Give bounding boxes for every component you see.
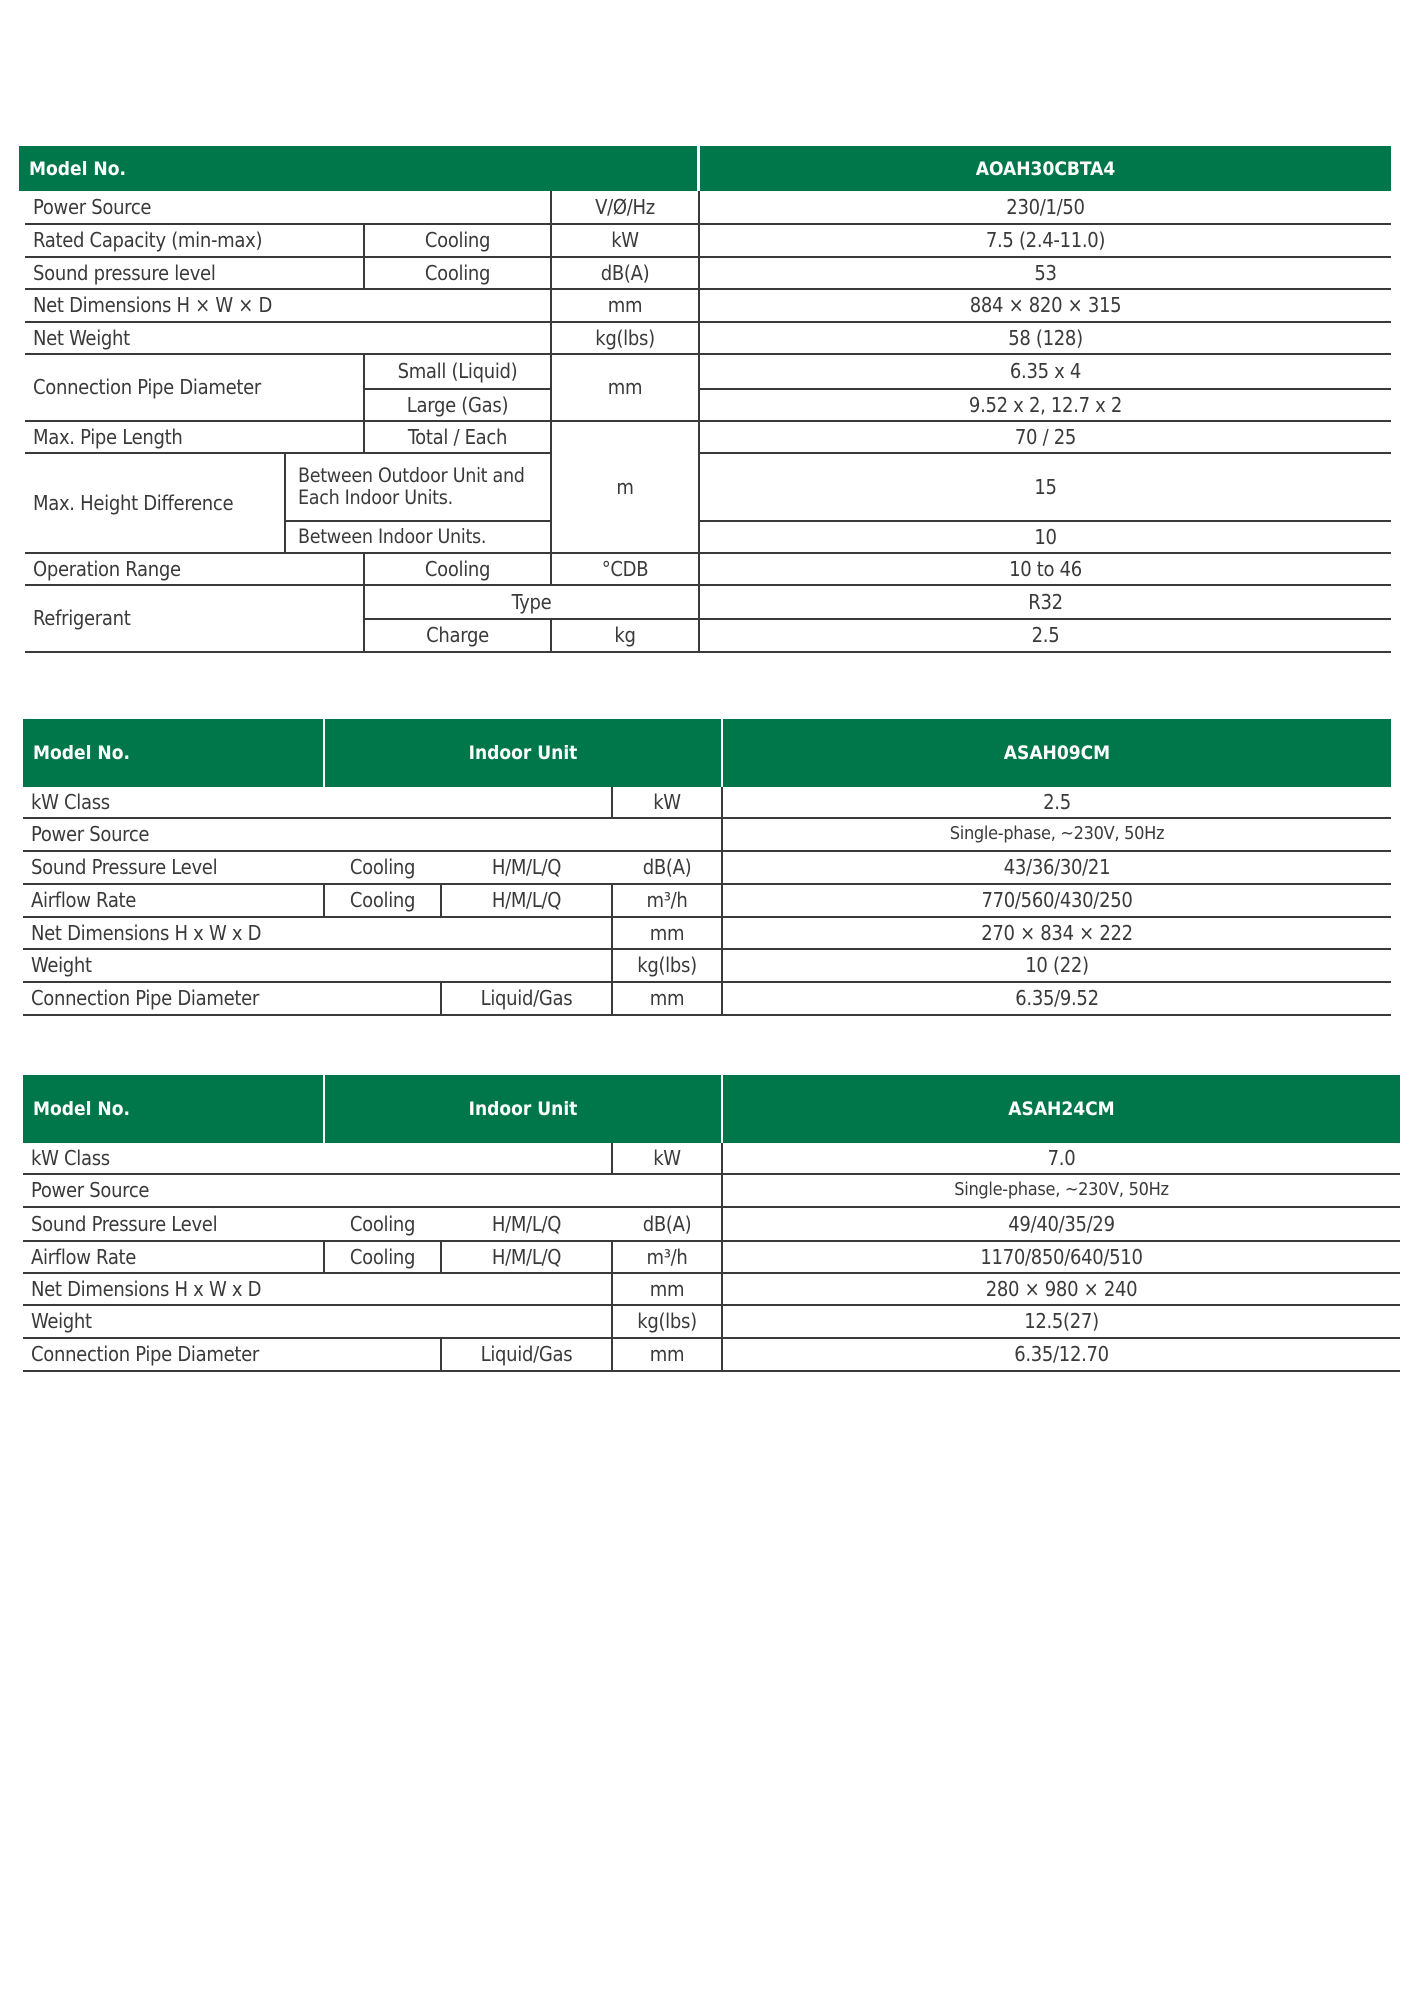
sub-liquid-gas: Liquid/Gas <box>480 986 573 1010</box>
unit-connection-pipe: mm <box>649 986 685 1010</box>
value-kw-class: 2.5 <box>1043 789 1071 814</box>
mode-sound-pressure: Cooling <box>349 1211 416 1236</box>
row-label-weight: Weight <box>31 953 92 977</box>
sub-between-indoor-units: Between Indoor Units. <box>298 524 487 548</box>
table-header-indoor-unit: Indoor Unit <box>325 719 721 787</box>
sub-large-gas: Large (Gas) <box>406 392 509 417</box>
row-label-kw-class: kW Class <box>31 789 110 814</box>
value-connection-pipe-small: 6.35 x 4 <box>1009 359 1082 383</box>
value-weight: 10 (22) <box>1025 953 1089 977</box>
mode-sound-pressure: Cooling <box>349 855 416 879</box>
speeds-sound-pressure: H/M/L/Q <box>491 1211 562 1236</box>
table-header-model-label: Model No. <box>23 1075 323 1143</box>
sub-refrigerant-type: Type <box>511 589 552 614</box>
unit-sound-pressure: dB(A) <box>642 855 692 879</box>
table-header-model-value: ASAH24CM <box>723 1075 1400 1143</box>
unit-power-source: V/Ø/Hz <box>595 194 655 219</box>
row-label-max-pipe-length: Max. Pipe Length <box>33 424 183 449</box>
unit-airflow: m³/h <box>646 888 688 912</box>
value-power-source: 230/1/50 <box>1006 194 1085 219</box>
sub-small-liquid: Small (Liquid) <box>397 359 518 383</box>
row-label-power-source: Power Source <box>33 194 152 219</box>
row-label-connection-pipe: Connection Pipe Diameter <box>33 375 261 399</box>
table-header-model-value: ASAH09CM <box>723 719 1391 787</box>
value-operation-range: 10 to 46 <box>1009 556 1082 581</box>
unit-max-pipe-height: m <box>616 474 634 499</box>
value-power-source: Single-phase, ~230V, 50Hz <box>949 823 1165 845</box>
unit-sound-pressure: dB(A) <box>642 1211 692 1236</box>
unit-sound-pressure: dB(A) <box>600 260 650 285</box>
mode-airflow: Cooling <box>349 888 416 912</box>
row-label-net-dimensions: Net Dimensions H x W x D <box>31 920 262 945</box>
value-height-indoor-indoor: 10 <box>1034 524 1057 549</box>
table-rule-horizontal <box>23 1370 1400 1372</box>
sub-between-outdoor-indoor: Between Outdoor Unit and Each Indoor Units. <box>298 463 525 509</box>
mode-operation-range: Cooling <box>424 556 491 581</box>
unit-connection-pipe: mm <box>607 375 643 399</box>
value-connection-pipe: 6.35/12.70 <box>1014 1342 1109 1366</box>
value-net-dimensions: 884 × 820 × 315 <box>969 293 1122 317</box>
row-label-net-dimensions: Net Dimensions H x W x D <box>31 1276 262 1301</box>
sub-refrigerant-charge: Charge <box>426 623 489 647</box>
value-power-source: Single-phase, ~230V, 50Hz <box>954 1179 1169 1201</box>
row-label-refrigerant: Refrigerant <box>33 606 131 630</box>
value-airflow: 1170/850/640/510 <box>980 1244 1143 1269</box>
value-connection-pipe-large: 9.52 x 2, 12.7 x 2 <box>968 392 1123 417</box>
value-net-dimensions: 280 × 980 × 240 <box>985 1276 1138 1301</box>
row-label-power-source: Power Source <box>31 822 150 846</box>
row-label-net-weight: Net Weight <box>33 325 130 350</box>
unit-kw-class: kW <box>653 1145 681 1170</box>
value-refrigerant-charge: 2.5 <box>1031 623 1060 647</box>
value-airflow: 770/560/430/250 <box>981 888 1133 912</box>
row-label-power-source: Power Source <box>31 1178 150 1202</box>
row-label-connection-pipe: Connection Pipe Diameter <box>31 1342 259 1366</box>
value-kw-class: 7.0 <box>1047 1145 1076 1170</box>
row-label-sound-pressure: Sound Pressure Level <box>31 855 218 879</box>
row-label-weight: Weight <box>31 1309 92 1333</box>
mode-sound-pressure: Cooling <box>424 260 491 285</box>
row-label-sound-pressure: Sound Pressure Level <box>31 1211 218 1236</box>
unit-weight: kg(lbs) <box>637 1309 697 1333</box>
table-header-model-value: AOAH30CBTA4 <box>700 146 1391 191</box>
speeds-airflow: H/M/L/Q <box>491 1244 562 1269</box>
value-sound-pressure: 49/40/35/29 <box>1008 1211 1115 1236</box>
unit-net-weight: kg(lbs) <box>595 325 655 350</box>
value-max-pipe-length: 70 / 25 <box>1014 424 1077 449</box>
unit-connection-pipe: mm <box>649 1342 685 1366</box>
row-label-net-dimensions: Net Dimensions H × W × D <box>33 293 273 317</box>
speeds-airflow: H/M/L/Q <box>491 888 562 912</box>
value-net-dimensions: 270 × 834 × 222 <box>981 920 1133 945</box>
row-label-operation-range: Operation Range <box>33 556 181 581</box>
value-height-outdoor-indoor: 15 <box>1034 474 1057 499</box>
row-label-rated-capacity: Rated Capacity (min-max) <box>33 228 263 252</box>
value-net-weight: 58 (128) <box>1008 325 1083 350</box>
value-sound-pressure: 53 <box>1034 260 1057 285</box>
sub-liquid-gas: Liquid/Gas <box>480 1342 573 1366</box>
row-label-airflow: Airflow Rate <box>31 888 137 912</box>
table-header-indoor-unit: Indoor Unit <box>325 1075 721 1143</box>
row-label-max-height-diff: Max. Height Difference <box>33 490 234 515</box>
table-header-model-label: Model No. <box>23 719 323 787</box>
unit-weight: kg(lbs) <box>637 953 697 977</box>
sub-total-each: Total / Each <box>407 424 508 449</box>
value-connection-pipe: 6.35/9.52 <box>1015 986 1099 1010</box>
table-rule-horizontal <box>25 651 1391 653</box>
value-weight: 12.5(27) <box>1024 1309 1099 1333</box>
unit-operation-range: °CDB <box>601 556 649 581</box>
value-refrigerant-type: R32 <box>1028 589 1063 614</box>
unit-net-dimensions: mm <box>649 920 685 945</box>
row-label-connection-pipe: Connection Pipe Diameter <box>31 986 259 1010</box>
unit-net-dimensions: mm <box>649 1276 685 1301</box>
row-label-sound-pressure: Sound pressure level <box>33 260 216 285</box>
mode-rated-capacity: Cooling <box>424 228 491 252</box>
unit-refrigerant-charge: kg <box>614 623 636 647</box>
value-rated-capacity: 7.5 (2.4-11.0) <box>985 228 1106 252</box>
speeds-sound-pressure: H/M/L/Q <box>491 855 562 879</box>
row-label-airflow: Airflow Rate <box>31 1244 137 1269</box>
unit-net-dimensions: mm <box>607 293 643 317</box>
unit-airflow: m³/h <box>646 1244 688 1269</box>
table-rule-horizontal <box>23 1014 1391 1016</box>
row-label-kw-class: kW Class <box>31 1145 110 1170</box>
unit-kw-class: kW <box>653 789 681 814</box>
unit-rated-capacity: kW <box>611 228 639 252</box>
mode-airflow: Cooling <box>349 1244 416 1269</box>
value-sound-pressure: 43/36/30/21 <box>1003 855 1111 879</box>
table-header-model-label: Model No. <box>19 146 697 191</box>
